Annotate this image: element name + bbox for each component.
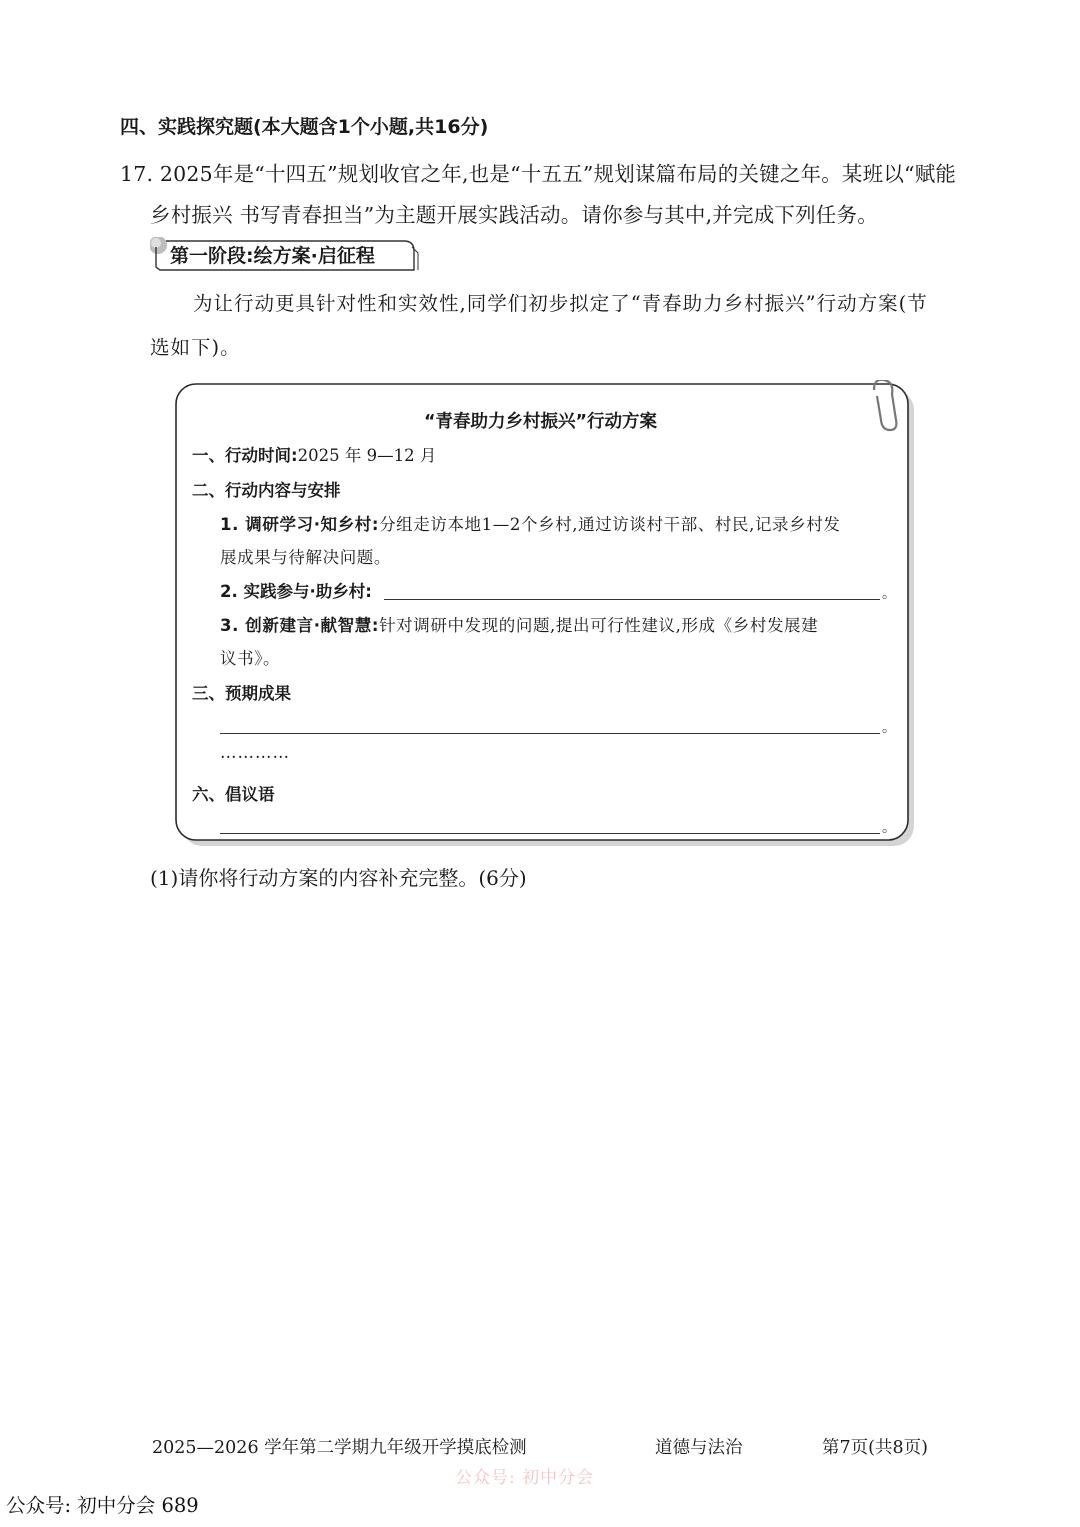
bottom-note: 公众号: 初中分会 689	[6, 1494, 199, 1517]
intro-text-line2: 选如下)。	[150, 336, 241, 359]
plan-item2-label: 2. 实践参与·助乡村:	[220, 582, 372, 601]
plan-item2-blank[interactable]	[384, 599, 880, 600]
action-plan-card	[174, 380, 918, 850]
plan-results-heading: 三、预期成果	[192, 684, 291, 703]
plan-results-period: 。	[882, 720, 896, 736]
plan-results-blank[interactable]	[220, 733, 880, 734]
plan-time-label: 一、行动时间:	[192, 446, 298, 465]
plan-item3-text-b: 议书》。	[220, 649, 281, 668]
plan-item3-text-a: 针对调研中发现的问题,提出可行性建议,形成《乡村发展建	[379, 616, 819, 635]
plan-initiative-period: 。	[882, 820, 896, 836]
footer-subject: 道德与法治	[655, 1438, 743, 1458]
plan-item3-label: 3. 创新建言·献智慧:	[220, 616, 380, 635]
section-title: 四、实践探究题(本大题含1个小题,共16分)	[120, 116, 489, 138]
sub-question-1: (1)请你将行动方案的内容补充完整。(6分)	[150, 866, 527, 890]
plan-item2	[220, 578, 372, 602]
watermark: 公众号: 初中分会	[455, 1468, 595, 1488]
plan-initiative-blank[interactable]	[220, 833, 880, 834]
stage-tag	[150, 237, 420, 271]
footer-exam-title: 2025—2026 学年第二学期九年级开学摸底检测	[152, 1438, 527, 1458]
stage-label: 第一阶段:绘方案·启征程	[170, 245, 375, 267]
question-text-line2: 乡村振兴 书写青春担当”为主题开展实践活动。请你参与其中,并完成下列任务。	[150, 203, 878, 227]
plan-item2-period: 。	[882, 586, 896, 602]
plan-ellipsis: …………	[220, 743, 290, 762]
plan-item1	[220, 511, 840, 535]
plan-item1-label: 1. 调研学习·知乡村:	[220, 515, 380, 534]
plan-arrangement-heading: 二、行动内容与安排	[192, 481, 341, 500]
plan-time-row	[192, 442, 436, 466]
plan-item1-text-b: 展成果与待解决问题。	[220, 548, 391, 567]
plan-initiative-heading: 六、倡议语	[192, 785, 275, 804]
plan-time-value: 2025 年 9—12 月	[297, 446, 437, 465]
footer-page-number: 第7页(共8页)	[822, 1438, 928, 1458]
plan-item1-text-a: 分组走访本地1—2个乡村,通过访谈村干部、村民,记录乡村发	[379, 515, 841, 534]
plan-item3	[220, 612, 818, 636]
question-text-line1: 17. 2025年是“十四五”规划收官之年,也是“十五五”规划谋篇布局的关键之年。某班以“赋能	[120, 162, 957, 186]
plan-title: “青春助力乡村振兴”行动方案	[424, 412, 658, 432]
intro-text-line1: 为让行动更具针对性和实效性,同学们初步拟定了“青春助力乡村振兴”行动方案(节	[193, 292, 928, 315]
